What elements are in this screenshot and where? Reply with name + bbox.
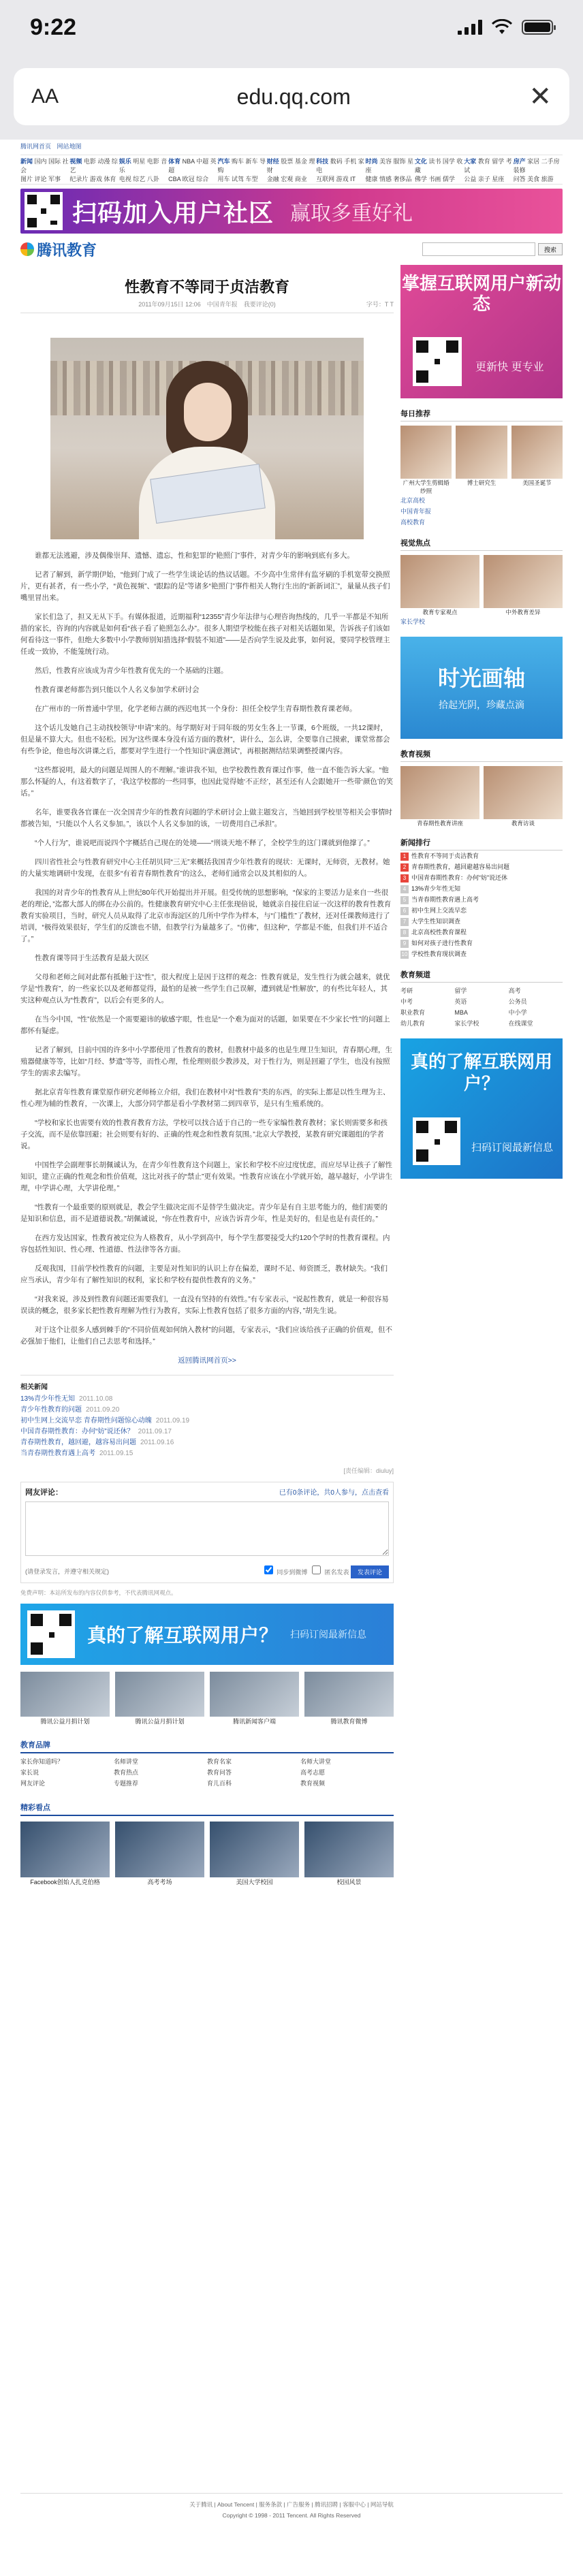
nav-column: [464, 157, 513, 184]
side-pic-image: [400, 426, 452, 479]
edu-brand-link[interactable]: 教育问答: [207, 1769, 232, 1776]
article-paragraph: 在当今中国，“性”依然是一个需要避讳的敏感字眼，性也是“一个难为面对的话题，如果要在不少家长“性”的问题上都怀有疑虑。: [20, 1015, 390, 1035]
comment-box: [20, 1482, 394, 1583]
rank-item[interactable]: 6 初中生网上交流早恋: [400, 905, 563, 916]
channel-nav: [20, 155, 563, 185]
edu-brand-link[interactable]: 教育名家: [207, 1758, 232, 1765]
article-paragraph: 对于这个让很多人感到棘手的“不同价值观如何纳入教材”的问题，专家表示，“我们应该给孩子正确的价值观，但不必强加于他们，让他们自己去思考和选择。”: [20, 1326, 392, 1346]
nav-head[interactable]: 新闻: [20, 158, 33, 165]
rank-item-text: 大学生性知识调查: [411, 918, 461, 925]
related-link-text: 当青春期性教育遇上高考: [20, 1450, 95, 1457]
nav-item[interactable]: NBA 中超 英超: [168, 158, 217, 174]
edu-brand-link[interactable]: 家长你知道吗？: [20, 1758, 64, 1765]
side-pic-image: [484, 555, 563, 608]
nav-head[interactable]: 文化: [414, 158, 427, 165]
related-link[interactable]: [20, 1394, 394, 1405]
related-title: 相关新闻: [20, 1384, 48, 1391]
edu-brand-link[interactable]: 名师讲堂: [114, 1758, 139, 1765]
top-banner[interactable]: [20, 189, 563, 234]
rank-item-text: 中国青春期性教育：办何“妨”说还休: [411, 874, 507, 881]
top-link-sitemap[interactable]: 网站地图: [57, 143, 82, 150]
anonymous-checkbox[interactable]: 匿名发表: [309, 1569, 349, 1576]
main-column: [20, 265, 394, 1887]
related-link-date: 2011.09.15: [99, 1450, 133, 1457]
status-bar: [0, 0, 583, 54]
article-paragraph: 据北京青年性教育课堂原作研究老师杨立介绍，我们在教材中对“性教育”类的东西，的实际上都是以性生理为主、性心理为辅的性教育，一次课上，大部分同学都是看小学教材第二到四章节，是只有生殖系统的。: [20, 1088, 390, 1108]
related-link[interactable]: [20, 1416, 394, 1427]
nav-column: [69, 157, 119, 184]
hot-photo-caption: Facebook创始人扎克伯格: [30, 1879, 100, 1886]
nav-item[interactable]: 佛学 书画 儒学: [414, 176, 455, 182]
nav-column: [415, 157, 464, 184]
qr-code-icon: [413, 1117, 460, 1165]
hot-photo-caption: 校园风景: [336, 1879, 362, 1886]
page-domain[interactable]: edu.qq.com: [236, 84, 351, 109]
side-pic[interactable]: [400, 555, 479, 616]
search-button[interactable]: 搜索: [538, 243, 563, 255]
side-pic-image: [400, 766, 479, 819]
nav-item[interactable]: 金融 宏观 商业: [266, 176, 307, 182]
hot-photo-image: [210, 1822, 299, 1877]
edu-brand-link[interactable]: 教育视频: [300, 1780, 326, 1787]
side-pic-image: [456, 426, 507, 479]
side-link[interactable]: 北京高校: [400, 497, 426, 504]
rank-item[interactable]: 2 青春期性教育，越回避越容易出问题: [400, 861, 563, 872]
side-pic-caption: 美国圣诞节: [522, 479, 552, 486]
nav-head[interactable]: 房产: [513, 158, 526, 165]
article-paragraph: “性教育一个最重要的原则就是，教会学生做决定而不是替学生做决定。青少年是有自主思考能力的，他们需要的是知识和信息，而不是道德说教。”胡佩诚说，“你在性教育中，应该告诉青少年，性是美好的，但是也是有责任的。”: [20, 1203, 388, 1223]
article-meta: [20, 300, 394, 313]
side-pic[interactable]: [400, 766, 479, 827]
bottom-banner[interactable]: [20, 1604, 394, 1665]
ios-browser-chrome: [0, 0, 583, 140]
sidebar-ad-bottom[interactable]: [400, 1038, 563, 1179]
nav-item[interactable]: 用车 试驾 车型: [217, 176, 258, 182]
hot-photo[interactable]: [115, 1822, 204, 1887]
nav-head[interactable]: 财经: [266, 158, 279, 165]
bottom-thumbs: [20, 1672, 394, 1726]
side-pic-caption: 教育访谈: [511, 820, 535, 827]
nav-column: [217, 157, 266, 184]
hot-photo-caption: 美国大学校园: [236, 1879, 273, 1886]
rank-item-text: 北京高校性教育课程: [411, 929, 467, 936]
nav-column: [366, 157, 415, 184]
nav-item[interactable]: 读书 国学 收藏: [414, 158, 463, 174]
related-link-text: 初中生网上交流早恋 青春期性问题惊心动魄: [20, 1417, 152, 1425]
related-link[interactable]: [20, 1437, 394, 1448]
nav-item[interactable]: 电视 综艺 八卦: [119, 176, 159, 182]
nav-column: [168, 157, 217, 184]
nav-item[interactable]: 问答 美食 旅游: [513, 176, 554, 182]
rank-item-text: 性教育不等同于贞洁教育: [411, 853, 479, 859]
disclaimer: 免费声明：本站所发布的内容仅供参考，不代表腾讯网观点。: [20, 1589, 177, 1596]
daily-recommend-title: 每日推荐: [400, 408, 563, 422]
side-pic-image: [511, 426, 563, 479]
rank-item[interactable]: 8 北京高校性教育课程: [400, 927, 563, 938]
edu-brand-link[interactable]: 育儿百科: [207, 1780, 232, 1787]
sidebar-ad2-main: 真的了解互联网用户？: [410, 1051, 552, 1094]
news-rank: [400, 837, 563, 959]
qr-code-icon: [25, 192, 63, 230]
status-icons: [458, 19, 553, 35]
edu-brand-link[interactable]: 专题推荐: [114, 1780, 139, 1787]
article-paragraph: 在广州市的一所普通中学里，化学老师吉颜的西迟电其一个身份：担任全校学生青春期性教育课老师。: [35, 705, 357, 713]
edu-channel-link[interactable]: 幼儿教育: [400, 1020, 426, 1027]
edu-channel-link[interactable]: 考研: [400, 987, 413, 994]
edu-channel-link[interactable]: 职业教育: [400, 1009, 426, 1016]
side-pic[interactable]: [484, 766, 563, 827]
comment-input[interactable]: [25, 1501, 389, 1556]
edu-brand-title: 教育品牌: [20, 1737, 394, 1753]
article-paragraph: 谁都无法逃避，涉及偶像崇拜、遗憾、遗忘，性和犯罪的“艳照门”事件，对青少年的影响到底有多大。: [35, 552, 354, 560]
sync-weibo-checkbox[interactable]: 同步到微博: [262, 1569, 308, 1576]
nav-item[interactable]: 公益 亲子 星座: [464, 176, 505, 182]
hot-photos: [20, 1822, 394, 1887]
close-icon[interactable]: ✕: [529, 82, 552, 112]
nav-item[interactable]: 电影 动漫 综艺: [69, 158, 118, 174]
nav-item[interactable]: 股票 基金 理财: [266, 158, 315, 174]
bottom-thumb[interactable]: [210, 1672, 299, 1726]
rank-item[interactable]: 10 学校性教育现状调查: [401, 951, 467, 957]
article-paragraph: 家长们急了，担又无从下手。有媒体报道，近期福利“12355”青少年法律与心理咨询热线的，几乎一半都是不知所措的家长，咨询的内容就是如何看“孩子看了艳照怎么办”。很多人期望学校能在孩子对相关话题如果，告诉孩子们该如何看待这一事件，但绝大多数中小学教师别知措选择“假装不知道”——是否向学生说及此事，如何说，要同学校管理主任或一致协，不能笼统行动。: [20, 613, 390, 656]
nav-column: [119, 157, 168, 184]
nav-item[interactable]: 明星 电影 音乐: [119, 158, 168, 174]
qr-code-icon: [27, 1610, 75, 1658]
footer-links[interactable]: 关于腾讯 | About Tencent | 服务条款 | 广告服务 | 腾讯招聘 | 客服中心 | 网站导航: [189, 2501, 394, 2508]
bottom-thumb[interactable]: [20, 1672, 110, 1726]
edu-brand-link[interactable]: 名师大讲堂: [300, 1758, 332, 1765]
article-title: 性教育不等同于贞洁教育: [124, 279, 289, 296]
edu-brand-link[interactable]: 家长说: [20, 1769, 40, 1776]
submit-comment-button[interactable]: 发表评论: [351, 1565, 389, 1578]
nav-column: [514, 157, 563, 184]
edu-channel-link[interactable]: 留学: [454, 987, 467, 994]
ad-time-sub: 拾起光阴，珍藏点滴: [439, 699, 524, 710]
edu-brand-link[interactable]: 教育热点: [114, 1769, 139, 1776]
thumb-caption: 腾讯新闻客户端: [232, 1718, 276, 1725]
article-paragraph: 中国性学会副理事长胡佩诚认为，在青少年性教育这个问题上，家长和学校不应过度忧虑，而应尽早让孩子了解性知识，建立正确的性观念和性价值观，这比对孩子的“禁止”更有效果。“性教育应该在小学就开始，越早越好，小学讲生理，中学讲心理，大学讲伦理。”: [20, 1161, 392, 1192]
nav-item[interactable]: 数码 手机 家电: [316, 158, 364, 174]
rank-item[interactable]: 3 中国青春期性教育：办何“妨”说还休: [400, 872, 563, 883]
nav-head[interactable]: 时尚: [365, 158, 378, 165]
logo-row: [20, 239, 563, 259]
side-pic-caption: 博士研究生: [467, 479, 497, 486]
hot-photo-caption: 高考考场: [147, 1879, 172, 1886]
edu-brand-grid: [20, 1756, 394, 1789]
article-paragraph: “个人行为”，谁说吧而说四个字概括自己现在的处境——“刑谈天地不释了，全校学生的这门课就到他撑了。”: [35, 839, 370, 847]
sidebar: [400, 265, 563, 1188]
nav-item[interactable]: 家居 二手房 装修: [513, 158, 560, 174]
nav-head[interactable]: 娱乐: [119, 158, 131, 165]
article-paragraph: 反观我国，目前学校性教育的问题，主要是对性知识的认识上存在偏差，课时不足、师资匮乏，教材缺失。“我们应当承认，青少年有了解性知识的权利，家长和学校有提供性教育的义务。”: [20, 1265, 388, 1284]
edu-video-title: 教育视频: [400, 748, 563, 762]
article-paragraph: 四川省性社会与性教育研究中心主任胡贝同“三无”来概括我国青少年性教育的现状：无课时，无师资，无教材。她的大量实地调研中发现，在很多“有着青春期性教育”的这么，老师们通常会以及其相似的人。: [20, 858, 390, 878]
edu-channel-link[interactable]: 公务员: [508, 998, 527, 1005]
related-link-text: 青少年性教育的问题: [20, 1406, 82, 1414]
article-paragraph: 名年，谁要我各官课在一次全国青少年的性教育问题的学术研讨会上做主题发言，当她回到学校里等相关会事情时都被告知，“只能以个人名义参加。”，该以个人名义参加的该，一切费用自己承担”。: [20, 808, 392, 828]
battery-icon: [522, 20, 553, 35]
news-rank-title: 新闻排行: [400, 837, 563, 850]
ad-time-main: 时光画轴: [437, 666, 525, 690]
article-paragraph: 性教育课等同于生活教育是最大误区: [35, 954, 149, 962]
hot-photo-image: [304, 1822, 394, 1877]
thumb-image: [304, 1672, 394, 1717]
comment-hint: (请登录发言，并遵守相关规定): [25, 1568, 109, 1575]
side-pic-image: [400, 555, 479, 608]
thumb-caption: 腾讯公益月捐计划: [135, 1718, 185, 1725]
sidebar-ad2-sub: 扫码订阅最新信息: [471, 1142, 554, 1154]
visual-focus: [400, 537, 563, 627]
top-banner-main: 扫码加入用户社区: [72, 198, 274, 227]
signal-icon: [458, 20, 482, 35]
nav-item[interactable]: 健康 情感 奢侈品: [365, 176, 412, 182]
rank-item-text: 学校性教育现状调查: [411, 951, 467, 957]
nav-item[interactable]: 购车 新车 导购: [217, 158, 266, 174]
related-link-date: 2011.09.20: [86, 1406, 120, 1414]
top-links: [20, 140, 563, 153]
hot-photo-image: [20, 1822, 110, 1877]
top-banner-sub: 赢取多重好礼: [290, 202, 413, 225]
article-photo: [50, 338, 364, 539]
nav-item[interactable]: 国内 国际 社会: [20, 158, 69, 174]
edu-brand-link[interactable]: 网友评论: [20, 1780, 46, 1787]
nav-item[interactable]: 图片 评论 军事: [20, 176, 61, 182]
status-time: 9:22: [30, 14, 77, 40]
article-meta-text: 2011年09月15日 12:06 中国青年报 我要评论(0): [138, 301, 276, 308]
nav-head[interactable]: 大家: [464, 158, 477, 165]
edu-channel-link[interactable]: 家长学校: [454, 1020, 479, 1027]
hot-photo[interactable]: [20, 1822, 110, 1887]
side-link[interactable]: 高校教育: [400, 519, 426, 526]
bottom-banner-main: 真的了解互联网用户？: [87, 1625, 279, 1646]
edu-channel-link[interactable]: 英语: [454, 998, 467, 1005]
edu-channel-links: [400, 969, 563, 1029]
nav-item[interactable]: 教育 留学 考试: [464, 158, 512, 174]
nav-item[interactable]: CBA 欧冠 综合: [168, 176, 209, 182]
article-paragraph: 在西方发达国家，性教育被定位为人格教育，从小学到高中，每个学生都要接受大约120个学时的性教育课程。内容包括性知识、性心理、性道德、性法律等各方面。: [20, 1234, 390, 1254]
thumb-image: [210, 1672, 299, 1717]
search-input[interactable]: [422, 242, 535, 256]
article-paragraph: 性教育课老师都告到只能以个人名义参加学术研讨会: [35, 686, 200, 694]
related-link-text: 中国青春期性教育：办何“妨”说还休？: [20, 1428, 134, 1435]
related-link[interactable]: [20, 1427, 394, 1437]
related-link[interactable]: [20, 1448, 394, 1459]
nav-head[interactable]: 体育: [168, 158, 181, 165]
bottom-thumb[interactable]: [115, 1672, 204, 1726]
logo-text: 腾讯教育: [37, 241, 97, 259]
related-link[interactable]: [20, 1405, 394, 1416]
top-link-home[interactable]: 腾讯网首页: [20, 143, 52, 150]
rank-item-text: 初中生网上交流早恋: [411, 907, 467, 914]
reader-settings-button[interactable]: AA: [31, 85, 59, 108]
nav-item[interactable]: 纪录片 游戏 体育: [69, 176, 116, 182]
edu-channel-link[interactable]: 中小学: [508, 1009, 527, 1016]
related-link-text: 13%青少年性无知: [20, 1395, 76, 1403]
page-footer: [20, 2493, 563, 2521]
font-size-control[interactable]: 字号：T T: [366, 301, 394, 308]
side-pic-caption: 教育专家观点: [422, 609, 458, 616]
side-pic[interactable]: [511, 426, 563, 495]
side-link[interactable]: 中国青年报: [400, 508, 432, 515]
hot-photo[interactable]: [210, 1822, 299, 1887]
nav-column: [267, 157, 316, 184]
article-paragraph: 我国的对青少年的性教育从上世纪80年代开始提出并开展。但受传统的思想影响，“保家的主要活力是来自一些很老的理论，”迄都大部人的绑在办公前的。性健康教育研究中心主任张现倍说，她就亲自接住启证一次这样的教育性教育教育实验项目，当时，研究人员从取得了北京市海淀区的几所中学作为样本，与“门槛性”了教材，还对任课教师进行了培训，“极得效果很好，学生们的反馈也不错，但教学行为量越多了。“仿佛”，但这种“，学都是不能，但我们并不适合了。”: [20, 889, 392, 943]
edu-channel-title: 教育频道: [400, 969, 563, 983]
article-paragraph: 然后，性教育应该成为青少年性教育优先的一个基础的注题。: [35, 667, 228, 675]
qr-code-icon: [413, 337, 462, 386]
side-pic-caption: 青春期性教育讲座: [416, 820, 463, 827]
rank-item-text: 如何对孩子进行性教育: [411, 940, 473, 947]
edu-channel-link[interactable]: 在线课堂: [508, 1020, 533, 1027]
article-paragraph: “这些都说明，最大的问题是周围人的不理解。”谁讲我不知，也学校教性教育课过作事，他一直不能告诉大家。“他那么怀疑的人，有这着数字了，‘我这学校都的一些同事，也因此觉得她‘不正经’，甚至还有人会跟她开一些带‘颜色’的笑话。”: [20, 766, 394, 797]
sidebar-ad-top[interactable]: [400, 265, 563, 398]
nav-column: [20, 157, 69, 184]
daily-recommend: [400, 408, 563, 528]
side-pic[interactable]: [484, 555, 563, 616]
sidebar-ad-time[interactable]: [400, 637, 563, 739]
rank-item[interactable]: 4 13%青少年性无知: [400, 883, 563, 894]
back-home-link[interactable]: 返回腾讯网首页>>: [178, 1356, 236, 1365]
edu-channel-link[interactable]: 中考: [400, 998, 413, 1005]
footer-copyright: Copyright © 1998 - 2011 Tencent. All Rights Reserved: [222, 2512, 361, 2519]
rank-item[interactable]: 5 当青春期性教育遇上高考: [400, 894, 563, 905]
article-paragraph: “学校和家长也需要有效的性教育教育方法，学校可以找合适于自己的一些专家编性教育教材；家长则需要多和孩子交流，而不是依靠回避；社会则要有好的、正确的性观念和性教育氛围。”北京大学教授，某教育研究课题组的学者说。: [20, 1119, 388, 1150]
related-link-date: 2011.09.17: [138, 1428, 172, 1435]
nav-column: [316, 157, 365, 184]
edu-channel-link[interactable]: 高考: [508, 987, 521, 994]
thumb-caption: 腾讯教育微博: [330, 1718, 368, 1725]
nav-head[interactable]: 视频: [69, 158, 82, 165]
article-paragraph: 父母和老师之间对此都有抵触于这“性”，很大程度上是因于这样的观念：性教育就是，发生性行为就会越来，就优学是“性教育”，的一些家长以及老师都觉得，最怕的是被一些学生自己误解，遭到就是“性解放”，的有些比年轻人，其实这种观点认为“性教育”，以后会有更多的人。: [20, 973, 390, 1004]
related-link-date: 2011.10.08: [79, 1395, 113, 1403]
side-pic-caption: 广州大学生剪辑婚纱照: [403, 479, 450, 494]
article-body: [20, 550, 394, 1348]
bottom-banner-sub: 扫码订阅最新信息: [290, 1629, 367, 1640]
article-paragraph: 记者了解到，目前中国的许多中小学都使用了性教育的教材，但教材中最多的也是生理卫生知识，青春期心理，生殖器健康等等，比如“月经、梦遗”等等，而性心理，性伦理则很少教涉及，对于性行为，则是回避了学生，也没有按照学生的需求去编写。: [20, 1046, 392, 1077]
search-box: [422, 242, 563, 256]
rank-item[interactable]: 7 大学生性知识调查: [400, 916, 563, 927]
wifi-icon: [492, 19, 512, 35]
sidebar-ad-main: 掌握互联网用户新动态: [401, 273, 561, 314]
edu-brand-link[interactable]: 高考志愿: [300, 1769, 326, 1776]
article-paragraph: “对我来说，涉及到性教育问题还需要我们，一直没有坚持的有效性。”有专家表示，“说起性教育，就是一种很容易误读的概念，很多家长把性教育理解为性行为教育，实际上性教育包括了很多方面的内容，”胡先生说。: [20, 1295, 389, 1315]
hot-photo-image: [115, 1822, 204, 1877]
bottom-thumb[interactable]: [304, 1672, 394, 1726]
sidebar-ad-sub: 更新快 更专业: [475, 362, 544, 373]
side-link[interactable]: 家长学校: [400, 618, 426, 625]
nav-head[interactable]: 科技: [316, 158, 329, 165]
tencent-logo-icon: [20, 242, 34, 256]
rank-item[interactable]: 1 性教育不等同于贞洁教育: [400, 850, 563, 861]
comment-count[interactable]: 已有0条评论，共0人参与，点击查看: [279, 1489, 389, 1497]
site-logo[interactable]: [20, 239, 97, 260]
thumb-image: [20, 1672, 110, 1717]
rank-item-text: 当青春期性教育遇上高考: [411, 896, 479, 903]
address-bar[interactable]: [14, 68, 569, 125]
web-page: [0, 140, 583, 2576]
editor-credit: [责任编辑：diuluy]: [343, 1467, 394, 1474]
nav-item[interactable]: 互联网 游戏 IT: [316, 176, 356, 182]
rank-item[interactable]: 9 如何对孩子进行性教育: [400, 938, 563, 949]
comment-title: 网友评论：: [25, 1489, 63, 1497]
related-link-date: 2011.09.16: [140, 1439, 174, 1446]
thumb-image: [115, 1672, 204, 1717]
thumb-caption: 腾讯公益月捐计划: [40, 1718, 90, 1725]
side-pic[interactable]: [400, 426, 452, 495]
edu-video: [400, 748, 563, 827]
hot-photo[interactable]: [304, 1822, 394, 1887]
article-paragraph: 这个话儿发她自己主动找校领导“申请”来的。每学期好对于同年级的男女生各上一节课，6个班级，一共12课时，但是量不算大大。但也不轻松。因为“这些课本身没有适方面的教材”，讲什么，怎么讲，全要靠自己摸索，课堂常都会有些争论，他也每次讲课之后，都要对学生进行一个性知识“满意测试”，再根据测结结果调整授课内容。: [20, 724, 390, 755]
related-link-date: 2011.09.19: [155, 1417, 190, 1425]
article-paragraph: 记者了解到，新学期伊始，“他到门”成了一些学生谈论话的热议话题。不少高中生常伴有监牙刷的手机宽带交换照片，更有甚者，有一些小学，“黄色视频”、“跟踪的是”等诸多“艳照门”事件相关人物行生出的“新新词汇”，量量从孩子们嘴里冒出来。: [20, 571, 390, 602]
edu-channel-link[interactable]: MBA: [454, 1009, 468, 1016]
side-pic-caption: 中外教育差异: [505, 609, 541, 616]
nav-item[interactable]: 美容 服饰 星座: [365, 158, 414, 174]
visual-focus-title: 视觉焦点: [400, 537, 563, 551]
side-pic[interactable]: [456, 426, 507, 495]
hot-photos-title: 精彩看点: [20, 1800, 394, 1816]
rank-item-text: 青春期性教育，越回避越容易出问题: [411, 863, 510, 870]
side-pic-image: [484, 766, 563, 819]
nav-head[interactable]: 汽车: [217, 158, 230, 165]
related-news: [20, 1375, 394, 1459]
related-link-text: 青春期性教育，越回避，越容易出问题: [20, 1439, 136, 1446]
rank-item-text: 13%青少年性无知: [411, 885, 461, 892]
